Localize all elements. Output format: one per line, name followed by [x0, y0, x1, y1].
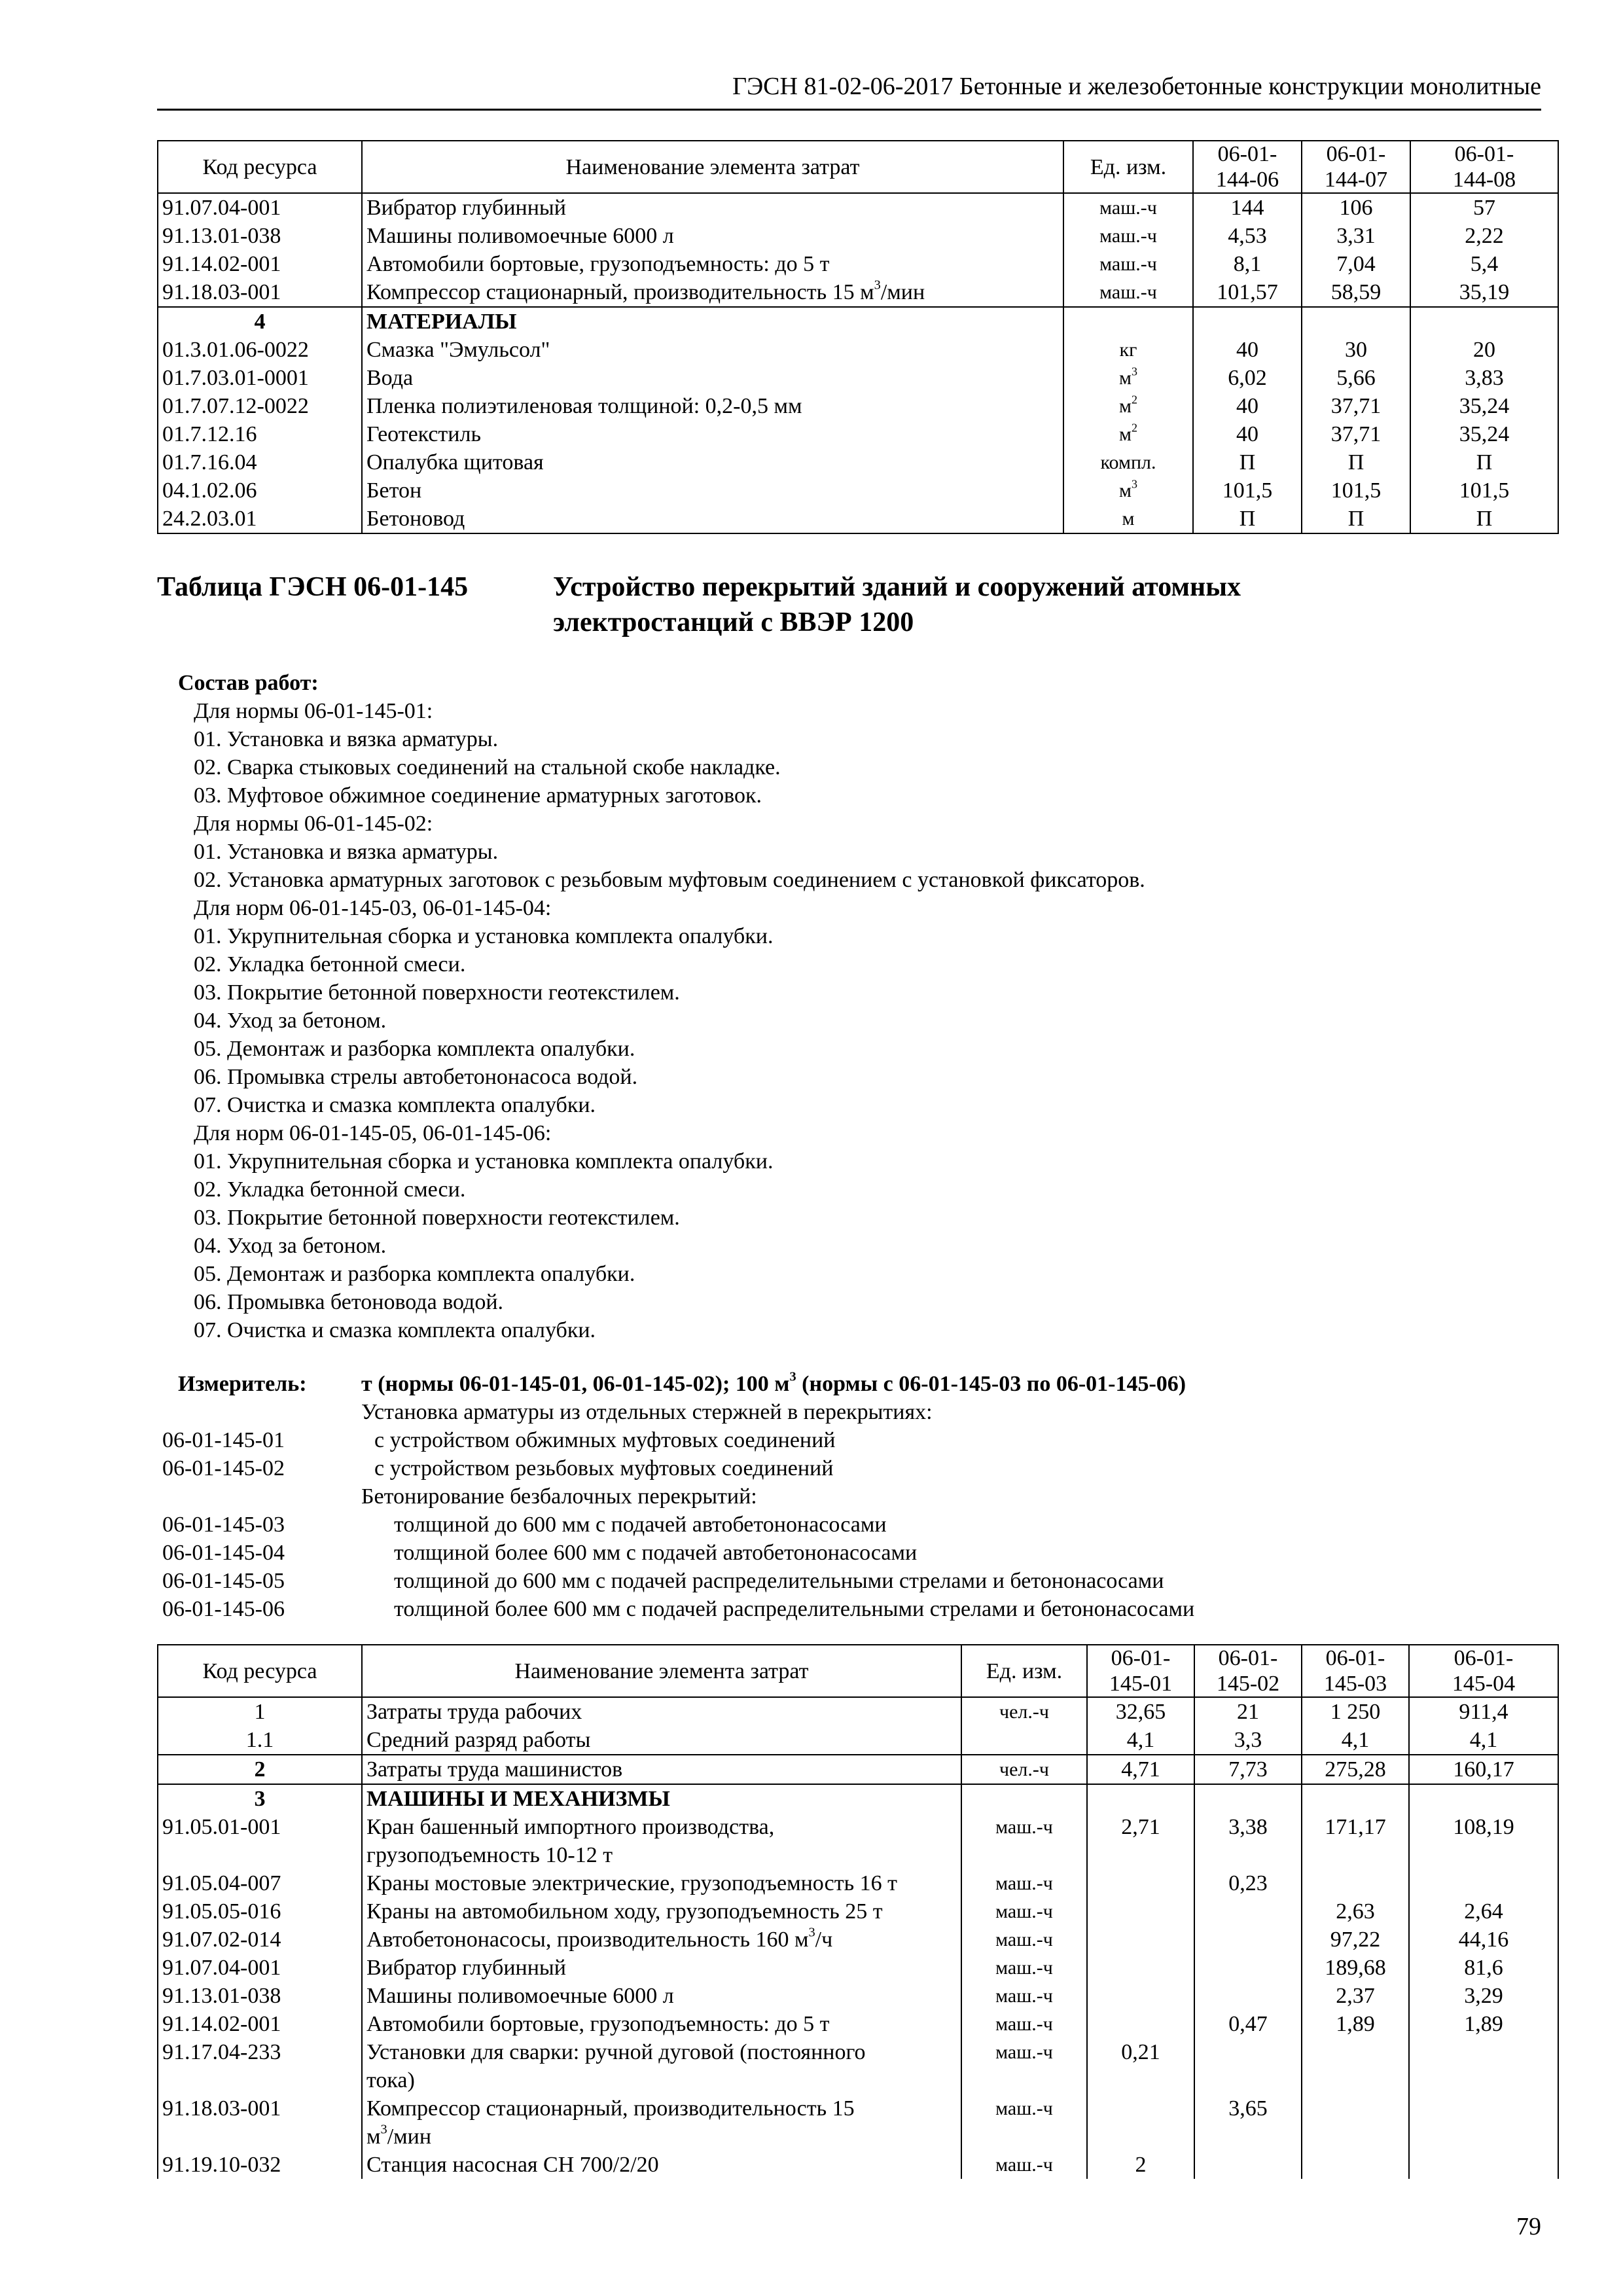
table-row	[158, 2010, 1558, 2038]
measure-group-heading: Установка арматуры из отдельных стержней в перекрытиях:	[361, 1400, 933, 1424]
norm-value: 4,1	[1302, 1726, 1409, 1755]
section-number: 4	[158, 307, 362, 336]
resource-unit: чел.-ч	[961, 1697, 1087, 1726]
norm-value: 2	[1087, 2151, 1194, 2179]
resource-name: Геотекстиль	[362, 420, 1063, 448]
resource-name: Опалубка щитовая	[362, 448, 1063, 476]
resource-name: Компрессор стационарный, производительность 15 $м^3$/мин	[362, 278, 1063, 307]
list-item: 02. Сварка стыковых соединений на стальной скобе накладке.	[194, 755, 781, 780]
resource-name: Затраты труда машинистов	[362, 1755, 961, 1784]
norm-code: 06-01-145-03	[162, 1513, 285, 1537]
norm-value: 7,04	[1302, 250, 1410, 278]
resource-unit: маш.-ч	[961, 2094, 1087, 2151]
norm-value: 1,89	[1409, 2010, 1558, 2038]
norm-description: толщиной до 600 мм с подачей автобетононасосами	[394, 1513, 887, 1537]
norm-value: 4,71	[1087, 1755, 1194, 1784]
norm-value	[1194, 2038, 1302, 2094]
resource-name: Автомобили бортовые, грузоподъемность: до 5 т	[362, 2010, 961, 2038]
list-item: 03. Покрытие бетонной поверхности геотекстилем.	[194, 980, 680, 1005]
section-title: МАТЕРИАЛЫ	[362, 307, 1063, 336]
header-title: ГЭСН 81-02-06-2017 Бетонные и железобетонные конструкции монолитные	[732, 73, 1541, 100]
norm-value	[1087, 1982, 1194, 2010]
list-item: 01. Установка и вязка арматуры.	[194, 727, 499, 751]
resource-code: 91.19.10-032	[158, 2151, 362, 2179]
table-row	[158, 392, 1558, 420]
section-row	[158, 1784, 1558, 1813]
table-row	[158, 336, 1558, 364]
resource-unit: маш.-ч	[961, 1954, 1087, 1982]
table-header-row	[158, 1645, 1558, 1697]
norm-value: П	[1193, 505, 1302, 533]
list-item: 02. Установка арматурных заготовок с резьбовым муфтовым соединением с установкой фиксаторов.	[194, 868, 1145, 892]
list-item: 07. Очистка и смазка комплекта опалубки.	[194, 1318, 596, 1342]
resource-code: 91.17.04-233	[158, 2038, 362, 2094]
list-item: Для нормы 06-01-145-02:	[194, 812, 433, 836]
norm-value	[1194, 2151, 1302, 2179]
norm-value: 3,38	[1194, 1813, 1302, 1869]
col-header-unit: Ед. изм.	[961, 1645, 1087, 1697]
page-number: 79	[1516, 2213, 1541, 2240]
col-header-code: Код ресурса	[158, 141, 362, 193]
col-header-code: Код ресурса	[158, 1645, 362, 1697]
norm-value	[1302, 2038, 1409, 2094]
resource-name: Установки для сварки: ручной дуговой (постоянного тока)	[362, 2038, 961, 2094]
resource-code: 1.1	[158, 1726, 362, 1755]
norm-value	[1194, 1926, 1302, 1954]
norm-description: толщиной более 600 мм с подачей распределительными стрелами и бетононасосами	[394, 1597, 1195, 1621]
norm-code: 06-01-145-06	[162, 1597, 285, 1621]
list-item: 04. Уход за бетоном.	[194, 1234, 387, 1258]
list-item: 01. Укрупнительная сборка и установка комплекта опалубки.	[194, 1149, 774, 1174]
resource-name: Кран башенный импортного производства, грузоподъемность 10-12 т	[362, 1813, 961, 1869]
norm-value: 57	[1410, 193, 1558, 222]
col-header-name: Наименование элемента затрат	[362, 141, 1063, 193]
norm-value: 97,22	[1302, 1926, 1409, 1954]
norm-value: 2,64	[1409, 1897, 1558, 1926]
table-label: Таблица ГЭСН 06-01-145	[157, 572, 469, 602]
list-item: 07. Очистка и смазка комплекта опалубки.	[194, 1093, 596, 1117]
resource-code: 91.07.02-014	[158, 1926, 362, 1954]
resource-code: 91.05.01-001	[158, 1813, 362, 1869]
norm-value: П	[1193, 448, 1302, 476]
col-header-unit: Ед. изм.	[1063, 141, 1193, 193]
list-item: 01. Укрупнительная сборка и установка комплекта опалубки.	[194, 924, 774, 948]
norm-value	[1409, 2094, 1558, 2151]
resource-unit: компл.	[1063, 448, 1193, 476]
norm-value	[1302, 1869, 1409, 1897]
norm-value: 37,71	[1302, 420, 1410, 448]
resource-code: 1	[158, 1697, 362, 1726]
norm-value: 44,16	[1409, 1926, 1558, 1954]
measure-group-heading: Бетонирование безбалочных перекрытий:	[361, 1484, 757, 1509]
measure-text: т (нормы 06-01-145-01, 06-01-145-02); 100 $м^3$ (нормы с 06-01-145-03 по 06-01-145-06)	[361, 1369, 1186, 1396]
resource-name: Машины поливомоечные 6000 л	[362, 1982, 961, 2010]
norm-value: 101,5	[1302, 476, 1410, 505]
header-rule	[157, 109, 1541, 111]
norm-value: 5,4	[1410, 250, 1558, 278]
table-header-row	[158, 141, 1558, 193]
norm-value: 1,89	[1302, 2010, 1409, 2038]
resource-name: Средний разряд работы	[362, 1726, 961, 1755]
table-row	[158, 1726, 1558, 1755]
resource-code: 91.13.01-038	[158, 222, 362, 250]
resource-unit: маш.-ч	[961, 2038, 1087, 2094]
resource-unit: чел.-ч	[961, 1755, 1087, 1784]
norm-value	[1087, 1869, 1194, 1897]
norm-value: 2,63	[1302, 1897, 1409, 1926]
norm-value: 3,65	[1194, 2094, 1302, 2151]
col-header-name: Наименование элемента затрат	[362, 1645, 961, 1697]
list-item: 02. Укладка бетонной смеси.	[194, 952, 466, 977]
norm-value	[1302, 2094, 1409, 2151]
resource-unit: маш.-ч	[1063, 250, 1193, 278]
norm-description: толщиной до 600 мм с подачей распределительными стрелами и бетононасосами	[394, 1569, 1164, 1593]
list-item: 06. Промывка бетоновода водой.	[194, 1290, 504, 1314]
col-header-norm: 06-01- 144-06	[1193, 141, 1302, 193]
resource-unit: маш.-ч	[961, 1897, 1087, 1926]
norm-value: 3,3	[1194, 1726, 1302, 1755]
norm-value: 2,37	[1302, 1982, 1409, 2010]
list-item: 05. Демонтаж и разборка комплекта опалубки.	[194, 1037, 635, 1061]
resource-name: Пленка полиэтиленовая толщиной: 0,2-0,5 мм	[362, 392, 1063, 420]
list-item: Для нормы 06-01-145-01:	[194, 699, 433, 723]
resource-unit: кг	[1063, 336, 1193, 364]
section-title: МАШИНЫ И МЕХАНИЗМЫ	[362, 1784, 961, 1813]
norm-description: с устройством резьбовых муфтовых соединений	[374, 1456, 834, 1480]
table-row	[158, 278, 1558, 307]
resource-code: 91.05.05-016	[158, 1897, 362, 1926]
resource-name: Краны мостовые электрические, грузоподъемность 16 т	[362, 1869, 961, 1897]
table-row	[158, 1697, 1558, 1726]
norm-value: 108,19	[1409, 1813, 1558, 1869]
resource-unit: $м^3$	[1063, 476, 1193, 505]
norm-code: 06-01-145-02	[162, 1456, 285, 1480]
resource-name: Затраты труда рабочих	[362, 1697, 961, 1726]
list-item: 03. Муфтовое обжимное соединение арматурных заготовок.	[194, 783, 762, 808]
norm-value: 3,31	[1302, 222, 1410, 250]
norm-description: с устройством обжимных муфтовых соединений	[374, 1428, 836, 1452]
norm-value: П	[1302, 448, 1410, 476]
table-row	[158, 2151, 1558, 2179]
norm-value	[1409, 2151, 1558, 2179]
norm-value: 144	[1193, 193, 1302, 222]
norm-value: 911,4	[1409, 1697, 1558, 1726]
table-row	[158, 1869, 1558, 1897]
resource-code: 91.18.03-001	[158, 2094, 362, 2151]
resource-name: Автобетононасосы, производительность 160 $м^3/ч$	[362, 1926, 961, 1954]
norm-value: 189,68	[1302, 1954, 1409, 1982]
norm-value: 40	[1193, 420, 1302, 448]
norm-code: 06-01-145-05	[162, 1569, 285, 1593]
table-row	[158, 1982, 1558, 2010]
norm-value: 101,5	[1193, 476, 1302, 505]
resource-code: 01.3.01.06-0022	[158, 336, 362, 364]
norm-value	[1409, 1869, 1558, 1897]
col-header-norm: 06-01- 145-03	[1302, 1645, 1409, 1697]
norm-value: 2,22	[1410, 222, 1558, 250]
resource-unit: маш.-ч	[961, 1813, 1087, 1869]
list-item: 05. Демонтаж и разборка комплекта опалубки.	[194, 1262, 635, 1286]
resource-code: 91.14.02-001	[158, 2010, 362, 2038]
norm-value: 101,57	[1193, 278, 1302, 307]
col-header-norm: 06-01- 144-08	[1410, 141, 1558, 193]
list-item: 03. Покрытие бетонной поверхности геотекстилем.	[194, 1206, 680, 1230]
resource-code: 01.7.07.12-0022	[158, 392, 362, 420]
norm-description: толщиной более 600 мм с подачей автобетононасосами	[394, 1541, 918, 1565]
table-row	[158, 364, 1558, 392]
measure-label: Измеритель:	[178, 1372, 307, 1396]
table-title: Устройство перекрытий зданий и сооружений атомных электростанций с ВВЭР 1200	[553, 572, 1241, 637]
list-item: Для норм 06-01-145-03, 06-01-145-04:	[194, 896, 552, 920]
norm-value: 20	[1410, 336, 1558, 364]
list-item: 06. Промывка стрелы автобетононасоса водой.	[194, 1065, 638, 1089]
norm-value: 101,5	[1410, 476, 1558, 505]
resource-unit: маш.-ч	[961, 2010, 1087, 2038]
norm-value	[1087, 1926, 1194, 1954]
resource-code: 91.07.04-001	[158, 193, 362, 222]
table-row	[158, 1897, 1558, 1926]
norm-value: 0,23	[1194, 1869, 1302, 1897]
table-row	[158, 476, 1558, 505]
list-item: Для норм 06-01-145-05, 06-01-145-06:	[194, 1121, 552, 1145]
norm-value: 4,1	[1409, 1726, 1558, 1755]
norm-value: 106	[1302, 193, 1410, 222]
norm-value: 5,66	[1302, 364, 1410, 392]
norm-value: 0,21	[1087, 2038, 1194, 2094]
works-heading: Состав работ:	[178, 671, 319, 695]
norm-value: 30	[1302, 336, 1410, 364]
resource-code: 91.18.03-001	[158, 278, 362, 307]
table-row	[158, 1926, 1558, 1954]
resource-code: 01.7.16.04	[158, 448, 362, 476]
resource-table-145	[157, 1644, 1559, 2179]
table-row	[158, 193, 1558, 222]
resource-name: Бетон	[362, 476, 1063, 505]
resource-unit: маш.-ч	[1063, 278, 1193, 307]
table-row	[158, 505, 1558, 533]
col-header-norm: 06-01- 145-04	[1409, 1645, 1558, 1697]
norm-value: 3,29	[1409, 1982, 1558, 2010]
resource-unit: маш.-ч	[1063, 193, 1193, 222]
resource-code: 91.13.01-038	[158, 1982, 362, 2010]
resource-name: Автомобили бортовые, грузоподъемность: до 5 т	[362, 250, 1063, 278]
norm-value	[1194, 1954, 1302, 1982]
col-header-norm: 06-01- 145-02	[1194, 1645, 1302, 1697]
norm-value: 2,71	[1087, 1813, 1194, 1869]
resource-name: Бетоновод	[362, 505, 1063, 533]
norm-value: 58,59	[1302, 278, 1410, 307]
norm-value: 32,65	[1087, 1697, 1194, 1726]
resource-name: Краны на автомобильном ходу, грузоподъемность 25 т	[362, 1897, 961, 1926]
resource-unit: маш.-ч	[961, 1869, 1087, 1897]
resource-code: 01.7.03.01-0001	[158, 364, 362, 392]
resource-unit: м	[1063, 505, 1193, 533]
resource-code: 24.2.03.01	[158, 505, 362, 533]
resource-table-144	[157, 140, 1559, 534]
table-row	[158, 448, 1558, 476]
norm-value: 35,24	[1410, 420, 1558, 448]
resource-unit: $м^3$	[1063, 364, 1193, 392]
list-item: 02. Укладка бетонной смеси.	[194, 1177, 466, 1202]
resource-unit	[961, 1726, 1087, 1755]
norm-value: 4,1	[1087, 1726, 1194, 1755]
col-header-norm: 06-01- 145-01	[1087, 1645, 1194, 1697]
norm-value: 0,47	[1194, 2010, 1302, 2038]
resource-unit: маш.-ч	[961, 1982, 1087, 2010]
norm-value	[1087, 1954, 1194, 1982]
resource-code: 91.14.02-001	[158, 250, 362, 278]
resource-unit: маш.-ч	[1063, 222, 1193, 250]
table-row	[158, 2038, 1558, 2094]
table-row	[158, 1813, 1558, 1869]
norm-value	[1087, 2094, 1194, 2151]
table-row	[158, 1755, 1558, 1784]
resource-code: 04.1.02.06	[158, 476, 362, 505]
resource-code: 91.05.04-007	[158, 1869, 362, 1897]
norm-value	[1194, 1897, 1302, 1926]
norm-value	[1087, 2010, 1194, 2038]
resource-code: 2	[158, 1755, 362, 1784]
norm-code: 06-01-145-04	[162, 1541, 285, 1565]
table-row	[158, 222, 1558, 250]
norm-value: 8,1	[1193, 250, 1302, 278]
norm-value	[1194, 1982, 1302, 2010]
norm-value: 275,28	[1302, 1755, 1409, 1784]
resource-name: Смазка "Эмульсол"	[362, 336, 1063, 364]
norm-value	[1087, 1897, 1194, 1926]
norm-value: П	[1410, 448, 1558, 476]
resource-name: Вибратор глубинный	[362, 193, 1063, 222]
table-row	[158, 420, 1558, 448]
resource-name: Вибратор глубинный	[362, 1954, 961, 1982]
resource-unit: маш.-ч	[961, 1926, 1087, 1954]
norm-value: 40	[1193, 392, 1302, 420]
resource-name: Станция насосная СН 700/2/20	[362, 2151, 961, 2179]
list-item: 01. Установка и вязка арматуры.	[194, 840, 499, 864]
norm-code: 06-01-145-01	[162, 1428, 285, 1452]
norm-value: 35,19	[1410, 278, 1558, 307]
resource-name: Компрессор стационарный, производительность 15 $м^3$/мин	[362, 2094, 961, 2151]
norm-value: 35,24	[1410, 392, 1558, 420]
section-number: 3	[158, 1784, 362, 1813]
norm-value: 171,17	[1302, 1813, 1409, 1869]
norm-value: П	[1302, 505, 1410, 533]
norm-value: 37,71	[1302, 392, 1410, 420]
resource-code: 01.7.12.16	[158, 420, 362, 448]
resource-unit: $м^2$	[1063, 392, 1193, 420]
norm-value: 7,73	[1194, 1755, 1302, 1784]
norm-value: П	[1410, 505, 1558, 533]
norm-value: 160,17	[1409, 1755, 1558, 1784]
resource-unit: $м^2$	[1063, 420, 1193, 448]
norm-value: 3,83	[1410, 364, 1558, 392]
norm-value: 81,6	[1409, 1954, 1558, 1982]
list-item: 04. Уход за бетоном.	[194, 1009, 387, 1033]
resource-code: 91.07.04-001	[158, 1954, 362, 1982]
col-header-norm: 06-01- 144-07	[1302, 141, 1410, 193]
table-row	[158, 1954, 1558, 1982]
norm-value	[1409, 2038, 1558, 2094]
resource-unit: маш.-ч	[961, 2151, 1087, 2179]
norm-value: 4,53	[1193, 222, 1302, 250]
norm-value	[1302, 2151, 1409, 2179]
resource-name: Машины поливомоечные 6000 л	[362, 222, 1063, 250]
norm-value: 40	[1193, 336, 1302, 364]
table-row	[158, 2094, 1558, 2151]
norm-value: 6,02	[1193, 364, 1302, 392]
norm-value: 1 250	[1302, 1697, 1409, 1726]
section-row	[158, 307, 1558, 336]
resource-name: Вода	[362, 364, 1063, 392]
table-row	[158, 250, 1558, 278]
norm-value: 21	[1194, 1697, 1302, 1726]
